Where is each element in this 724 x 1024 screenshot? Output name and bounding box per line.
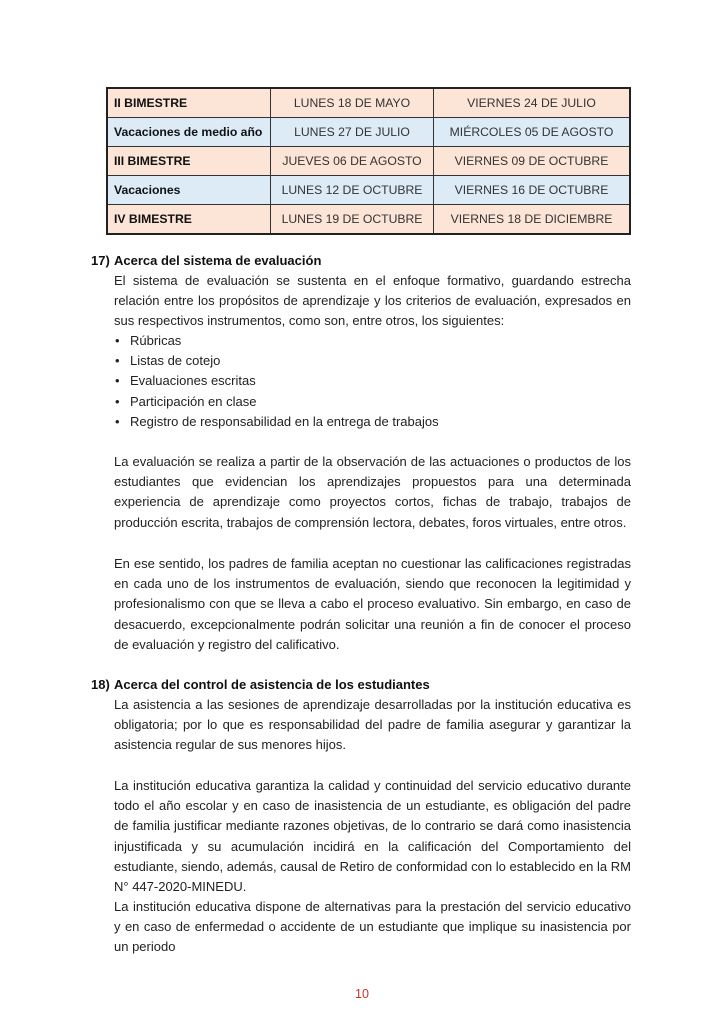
bullet-icon: • xyxy=(115,353,120,369)
period-cell: III BIMESTRE xyxy=(107,147,271,176)
bullet-icon: • xyxy=(115,333,120,348)
list-item: • Listas de cotejo xyxy=(114,351,439,371)
start-date-cell: LUNES 27 DE JULIO xyxy=(271,118,434,147)
section-title: Acerca del sistema de evaluación xyxy=(114,253,322,268)
section-17-intro: El sistema de evaluación se sustenta en el enfoque formativo, guardando estrecha relación entre los propósitos de aprendizaje y los criterios de evaluación, expresados en sus respectivos instrumentos, como son, entre otros, los siguientes: xyxy=(114,273,631,329)
list-item: • Participación en clase xyxy=(114,392,439,412)
table-row xyxy=(107,118,630,147)
bullet-icon: • xyxy=(115,393,120,409)
section-18-paragraph-1: La asistencia a las sesiones de aprendizaje desarrolladas por la institución educativa es obligatoria; por lo que es responsabilidad del padre de familia asegurar y garantizar la asistencia regular de sus menores hijos. xyxy=(114,697,631,753)
period-cell: IV BIMESTRE xyxy=(107,205,271,235)
school-calendar-table xyxy=(106,87,631,235)
evaluation-instruments-list xyxy=(114,331,439,432)
table-row xyxy=(107,147,630,176)
bullet-icon: • xyxy=(115,373,120,389)
list-item: • Registro de responsabilidad en la entrega de trabajos xyxy=(114,412,439,432)
section-number: 18) xyxy=(91,677,110,692)
section-17-heading xyxy=(91,251,321,271)
bullet-icon: • xyxy=(115,413,120,429)
page-number: 10 xyxy=(355,987,369,1001)
list-item: • Rúbricas xyxy=(114,331,439,351)
table-row xyxy=(107,88,630,118)
start-date-cell: JUEVES 06 DE AGOSTO xyxy=(271,147,434,176)
table-row xyxy=(107,176,630,205)
start-date-cell: LUNES 12 DE OCTUBRE xyxy=(271,176,434,205)
table-row xyxy=(107,205,630,235)
list-item: • Evaluaciones escritas xyxy=(114,371,439,391)
end-date-cell: VIERNES 16 DE OCTUBRE xyxy=(434,176,631,205)
end-date-cell: VIERNES 24 DE JULIO xyxy=(434,88,631,118)
end-date-cell: VIERNES 09 DE OCTUBRE xyxy=(434,147,631,176)
start-date-cell: LUNES 18 DE MAYO xyxy=(271,88,434,118)
section-18-heading xyxy=(91,675,430,695)
section-17-paragraph-2: La evaluación se realiza a partir de la observación de las actuaciones o productos de los estudiantes que evidencian los aprendizajes propuestos para una determinada experiencia de aprendizaje como proyectos cortos, fichas de trabajo, trabajos de producción escrita, trabajos de comprensión lectora, debates, foros virtuales, entre otros. xyxy=(114,454,631,530)
period-cell: Vacaciones xyxy=(107,176,271,205)
section-title: Acerca del control de asistencia de los estudiantes xyxy=(114,677,430,692)
period-cell: II BIMESTRE xyxy=(107,88,271,118)
end-date-cell: VIERNES 18 DE DICIEMBRE xyxy=(434,205,631,235)
section-18-paragraph-2: La institución educativa garantiza la calidad y continuidad del servicio educativo durante todo el año escolar y en caso de inasistencia de un estudiante, es obligación del padre de familia justificar mediante razones objetivas, de lo contrario se dará como inasistencia injustificada y su acumulación incidirá en la calificación del Comportamiento del estudiante, siendo, además, causal de Retiro de conformidad con lo establecido en la RM N° 447-2020-MINEDU. xyxy=(114,778,631,895)
section-17-paragraph-3: En ese sentido, los padres de familia aceptan no cuestionar las calificaciones registradas en cada uno de los instrumentos de evaluación, siendo que reconocen la legitimidad y profesionalismo con que se lleva a cabo el proceso evaluativo. Sin embargo, en caso de desacuerdo, excepcionalmente podrán solicitar una reunión a fin de conocer el proceso de evaluación y registro del calificativo. xyxy=(114,556,631,652)
start-date-cell: LUNES 19 DE OCTUBRE xyxy=(271,205,434,235)
end-date-cell: MIÉRCOLES 05 DE AGOSTO xyxy=(434,118,631,147)
section-number: 17) xyxy=(91,253,110,268)
section-18-paragraph-3: La institución educativa dispone de alternativas para la prestación del servicio educativo y en caso de enfermedad o accidente de un estudiante que implique su inasistencia por un periodo xyxy=(114,899,631,955)
period-cell: Vacaciones de medio año xyxy=(107,118,271,147)
